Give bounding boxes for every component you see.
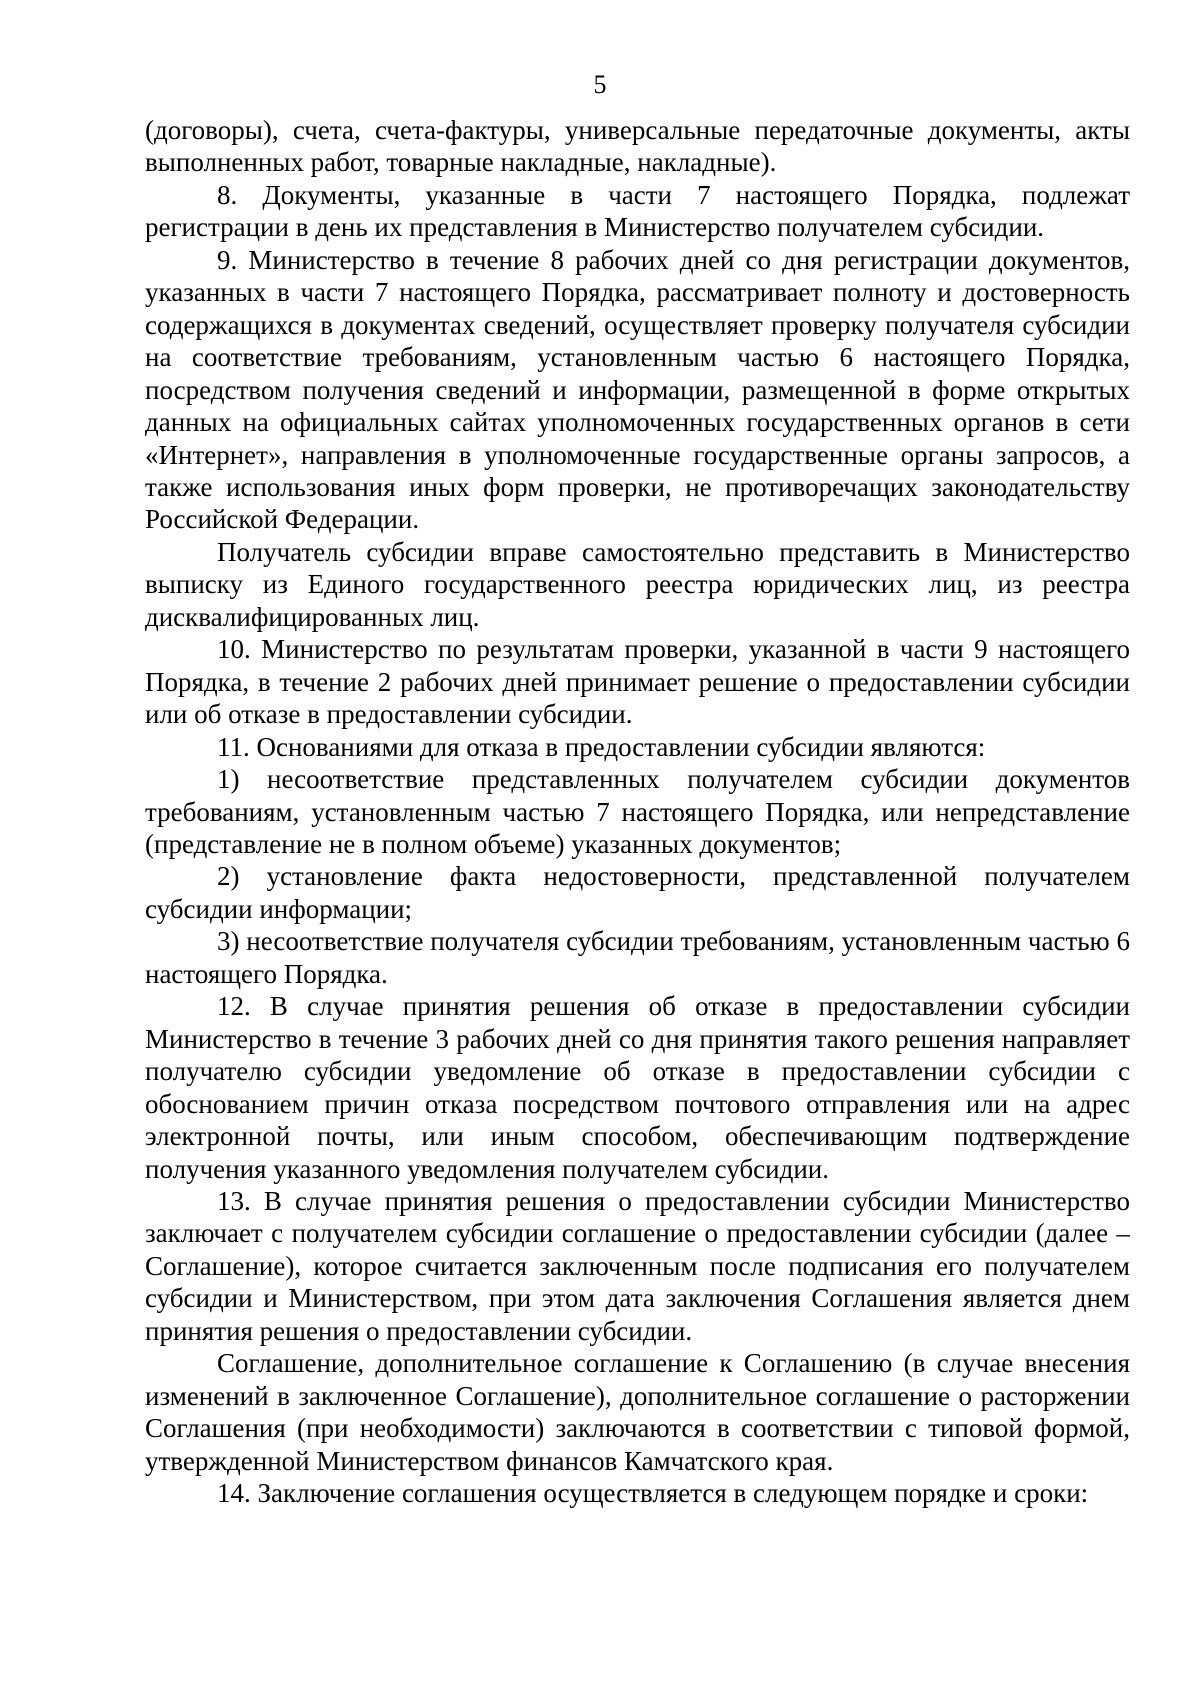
paragraph-item-10: 10. Министерство по результатам проверки, указанной в части 9 настоящего Порядка, в течение 2 рабочих дней принимает решение о предоставлении субсидии или об отказе в предоставлении субсидии. <box>145 634 1130 730</box>
paragraph-item-13: 13. В случае принятия решения о предоставлении субсидии Министерство заключает с получателем субсидии соглашение о предоставлении субсидии (далее – Соглашение), которое считается заключенным после подписания его получателем субсидии и Министерством, при этом дата заключения Соглашения является днем принятия решения о предоставлении субсидии. <box>145 1185 1130 1346</box>
paragraph-item-9: 9. Министерство в течение 8 рабочих дней со дня регистрации документов, указанных в части 7 настоящего Порядка, рассматривает полноту и достоверность содержащихся в документах сведений, осуществляет проверку получателя субсидии на соответствие требованиям, установленным частью 6 настоящего Порядка, посредством получения сведений и информации, размещенной в форме открытых данных на официальных сайтах уполномоченных государственных органов в сети «Интернет», направления в уполномоченные государственные органы запросов, а также использования иных форм проверки, не противоречащих законодательству Российской Федерации. <box>145 244 1130 535</box>
paragraph-item-14: 14. Заключение соглашения осуществляется в следующем порядке и сроки: <box>217 1478 1089 1509</box>
paragraph-item-11: 11. Основаниями для отказа в предоставлении субсидии являются: <box>217 731 986 762</box>
paragraph-item-13-agreement: Соглашение, дополнительное соглашение к Соглашению (в случае внесения изменений в заключенное Соглашение), дополнительное соглашение о расторжении Соглашения (при необходимости) заключаются в соответствии с типовой формой, утвержденной Министерством финансов Камчатского края. <box>145 1348 1130 1476</box>
paragraph-item-11-3: 3) несоответствие получателя субсидии требованиям, установленным частью 6 настоящего Порядка. <box>145 926 1130 989</box>
paragraph-continuation: (договоры), счета, счета-фактуры, универсальные передаточные документы, акты выполненных работ, товарные накладные, накладные). <box>145 115 1130 178</box>
paragraph-item-12: 12. В случае принятия решения об отказе в предоставлении субсидии Министерство в течение 3 рабочих дней со дня принятия такого решения направляет получателю субсидии уведомление об отказе в предоставлении субсидии с обоснованием причин отказа посредством почтового отправления или на адрес электронной почты, или иным способом, обеспечивающим подтверждение получения указанного уведомления получателем субсидии. <box>145 991 1130 1184</box>
paragraph-item-11-2: 2) установление факта недостоверности, представленной получателем субсидии информации; <box>145 861 1130 924</box>
paragraph-item-9-extract: Получатель субсидии вправе самостоятельно представить в Министерство выписку из Единого государственного реестра юридических лиц, из реестра дисквалифицированных лиц. <box>145 536 1130 632</box>
document-body <box>145 114 1130 1509</box>
paragraph-item-8: 8. Документы, указанные в части 7 настоящего Порядка, подлежат регистрации в день их представления в Министерство получателем субсидии. <box>145 179 1130 243</box>
page-number: 5 <box>593 70 607 99</box>
paragraph-item-11-1: 1) несоответствие представленных получателем субсидии документов требованиям, установленным частью 7 настоящего Порядка, или непредставление (представление не в полном объеме) указанных документов; <box>145 764 1130 859</box>
